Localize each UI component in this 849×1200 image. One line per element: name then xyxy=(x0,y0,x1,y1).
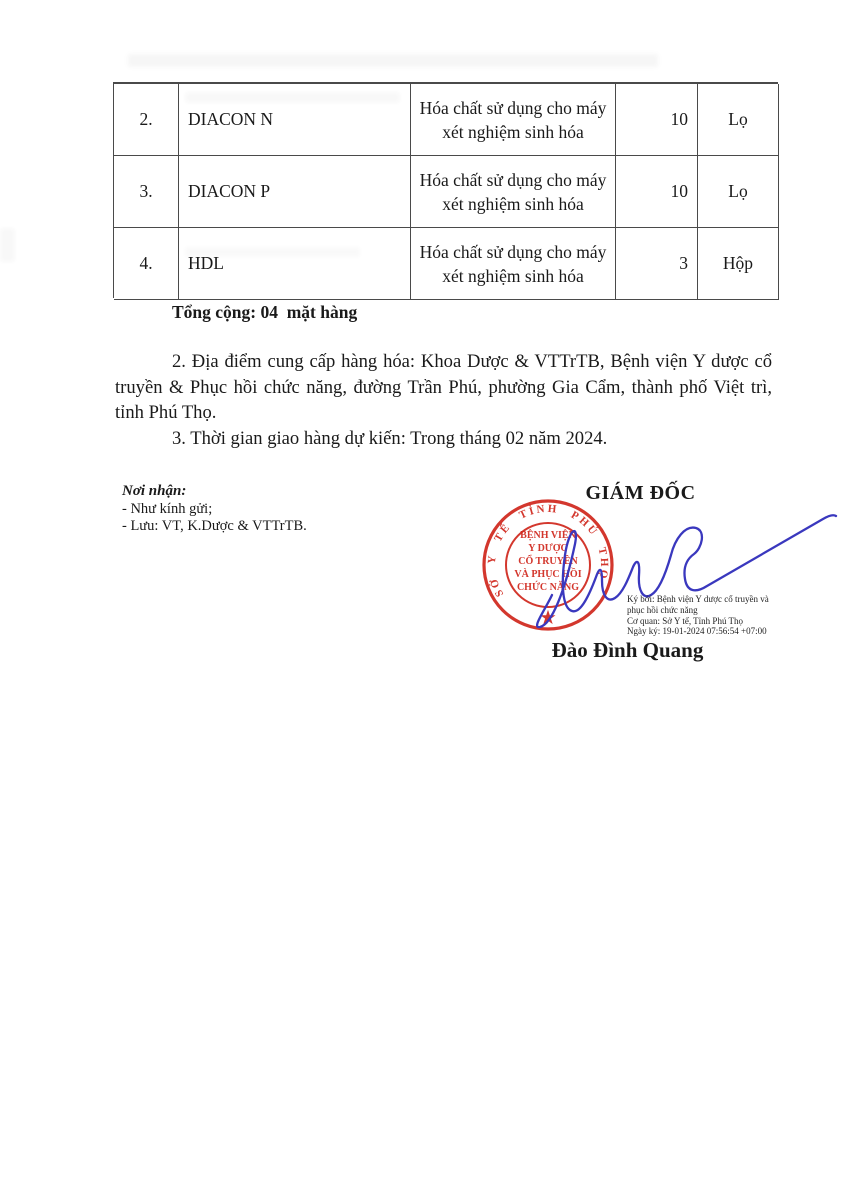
recipient-item: - Lưu: VT, K.Dược & VTTrTB. xyxy=(122,518,307,534)
recipients-title: Nơi nhận: xyxy=(122,483,187,499)
description-line: xét nghiệm sinh hóa xyxy=(442,121,584,142)
digital-signature-info xyxy=(627,594,797,637)
body-text xyxy=(115,349,772,451)
table-cell-quantity xyxy=(616,84,698,156)
table-cell-unit xyxy=(698,228,779,300)
stamp-inner-text: CHỨC NĂNG xyxy=(516,582,580,593)
table-cell-name xyxy=(179,156,411,228)
item-quantity: 10 xyxy=(670,181,688,201)
description-line: Hóa chất sử dụng cho máy xyxy=(419,169,607,190)
scan-artifact xyxy=(128,54,658,67)
table-cell-description xyxy=(411,156,616,228)
item-unit: Lọ xyxy=(728,181,748,201)
row-index: 3. xyxy=(139,181,153,201)
scan-artifact xyxy=(0,228,15,262)
digital-signature-line: Ngày ký: 19-01-2024 07:56:54 +07:00 xyxy=(627,626,767,637)
description-line: Hóa chất sử dụng cho máy xyxy=(419,241,607,262)
table-cell-description xyxy=(411,228,616,300)
digital-signature-line: Ký bởi: Bệnh viện Y dược cổ truyền và xyxy=(627,594,769,604)
item-description xyxy=(411,168,615,216)
table-cell-quantity xyxy=(616,228,698,300)
paragraph-delivery-time: 3. Thời gian giao hàng dự kiến: Trong tháng 02 năm 2024. xyxy=(172,427,608,449)
table-cell-stt xyxy=(114,228,179,300)
items-table xyxy=(113,82,778,298)
table-cell-name xyxy=(179,84,411,156)
description-line: xét nghiệm sinh hóa xyxy=(442,265,584,286)
table-cell-stt xyxy=(114,156,179,228)
stamp-inner-text: VÀ PHỤC HỒI xyxy=(514,569,582,580)
recipient-item: - Như kính gửi; xyxy=(122,500,213,517)
stamp-inner-text: BỆNH VIỆN xyxy=(520,530,576,541)
item-name: HDL xyxy=(188,253,224,273)
signer-title: GIÁM ĐỐC xyxy=(585,482,696,504)
total-line: Tổng cộng: 04 mặt hàng xyxy=(172,302,358,322)
table-cell-description xyxy=(411,84,616,156)
description-line: xét nghiệm sinh hóa xyxy=(442,193,584,214)
digital-signature-line: phục hồi chức năng xyxy=(627,604,698,615)
table-cell-unit xyxy=(698,156,779,228)
item-unit: Lọ xyxy=(728,109,748,129)
item-unit: Hộp xyxy=(722,253,754,273)
stamp-inner-text: Y DƯỢC xyxy=(528,543,568,554)
paragraph-location: 2. Địa điểm cung cấp hàng hóa: Khoa Dược & VTTrTB, Bệnh viện Y dược cổ truyền & Phục hồi chức năng, đường Trần Phú, phường Gia Cẩm, thành phố Việt trì, tỉnh Phú Thọ. xyxy=(115,351,772,423)
description-line: Hóa chất sử dụng cho máy xyxy=(419,97,607,118)
table-cell-name xyxy=(179,228,411,300)
digital-signature-line: Cơ quan: Sở Y tế, Tỉnh Phú Thọ xyxy=(627,615,744,626)
table-cell-stt xyxy=(114,84,179,156)
item-name: DIACON N xyxy=(188,109,274,129)
signer-name: Đào Đình Quang xyxy=(551,638,704,662)
item-quantity: 3 xyxy=(679,253,688,273)
item-description xyxy=(411,240,615,288)
row-index: 4. xyxy=(139,253,153,273)
stamp-inner-text: CỔ TRUYỀN xyxy=(518,556,578,567)
row-index: 2. xyxy=(139,109,153,129)
item-name: DIACON P xyxy=(188,181,271,201)
item-quantity: 10 xyxy=(670,109,688,129)
recipients-block xyxy=(122,483,307,536)
item-description xyxy=(411,96,615,144)
stamp-ring-text: SỞ Y TẾ TỈNH PHÚ THỌ xyxy=(485,502,611,599)
table-cell-unit xyxy=(698,84,779,156)
table-cell-quantity xyxy=(616,156,698,228)
